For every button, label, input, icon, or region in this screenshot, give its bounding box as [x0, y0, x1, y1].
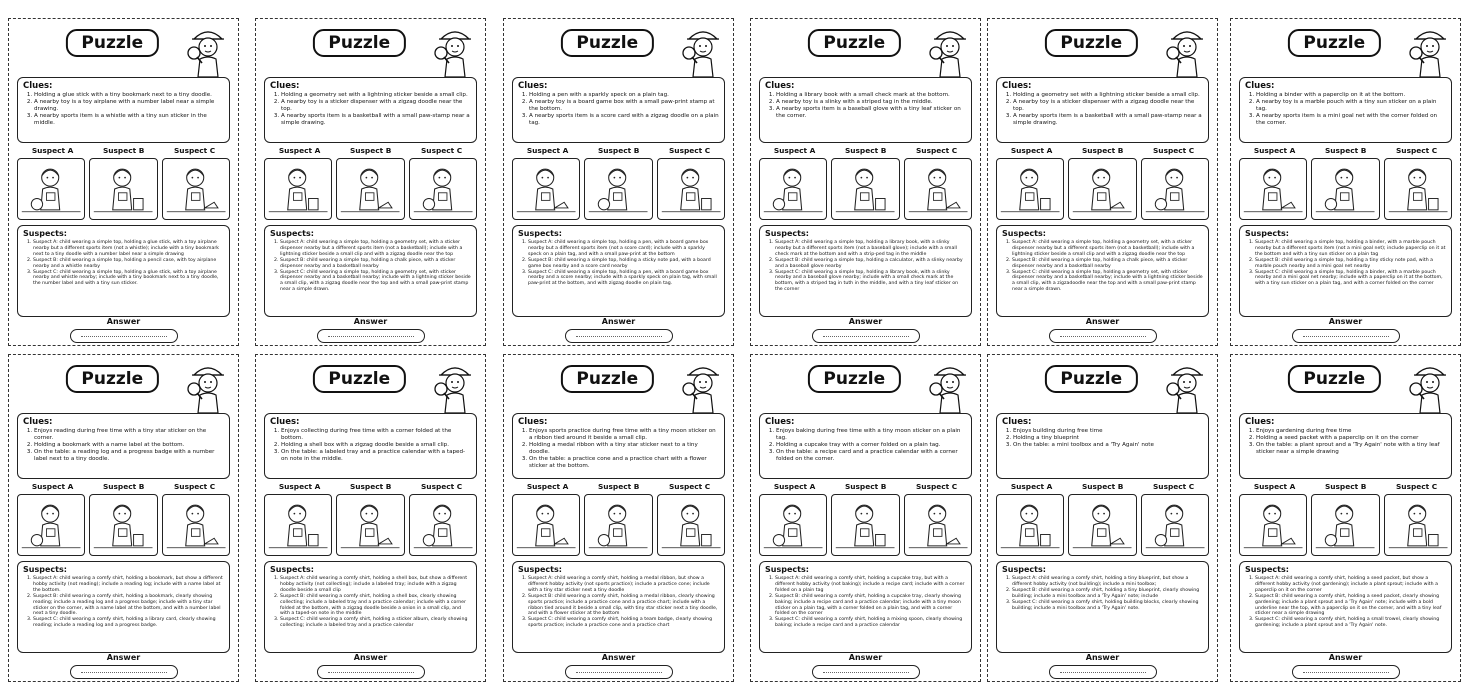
puzzle-card — [987, 354, 1218, 682]
clues-heading: Clues: — [270, 81, 300, 91]
answer-label: Answer — [353, 317, 388, 326]
answer-label: Answer — [1328, 317, 1363, 326]
puzzle-title: Puzzle — [560, 365, 654, 393]
suspects-box — [996, 225, 1209, 317]
answer-field[interactable] — [317, 329, 425, 343]
clue-item: 2. A nearby toy is a marble pouch with a tiny sun sticker on a plain tag. — [1256, 99, 1446, 113]
suspect-labels — [996, 482, 1209, 492]
suspect-description: 3. Suspect C: child wearing a comfy shirt, holding building blocks, clearly showing building; include a mini toolbox and a 'Try Again' note. — [1012, 600, 1203, 612]
suspect-illustration — [162, 158, 230, 220]
clues-box — [759, 413, 972, 479]
suspects-heading: Suspects: — [765, 565, 809, 574]
suspect-description: 3. Suspect C: child wearing a comfy shirt, holding a mixing spoon, clearly showing baking; include a recipe card and a practice calendar — [775, 617, 966, 629]
suspect-label: Suspect A — [773, 146, 816, 155]
clue-item: 2. A nearby toy is a sticker dispenser with a zigzag doodle near the top. — [1013, 99, 1203, 113]
clue-item: 2. Holding a bookmark with a name label at the bottom. — [34, 442, 224, 449]
suspect-label: Suspect C — [173, 146, 216, 155]
puzzle-title: Puzzle — [807, 365, 901, 393]
puzzle-title: Puzzle — [312, 29, 406, 57]
suspect-description: 3. Suspect C: child wearing a simple top, holding a glue stick, with a toy airplane nearby and whistle nearby; include with a tiny bookmark next to a tiny doodle, the number label and with a tiny sun sticker. — [33, 270, 224, 288]
puzzle-card — [503, 354, 734, 682]
suspect-label: Suspect B — [102, 482, 145, 491]
clue-item: 2. Holding a cupcake tray with a corner folded on a plain tag. — [776, 442, 966, 449]
suspect-description: 2. Suspect B: child wearing a simple top, holding a chalk piece, with a sticker dispenser nearby and a basketball nearby — [1012, 258, 1203, 270]
puzzle-card — [255, 354, 486, 682]
suspect-description: 3. Suspect C: child wearing a simple top, holding a library book, with a slinky nearby and a baseball glove nearby; include with a small check mark at the bottom, with a striped tag in tuth in the middle, and with a tiny leaf sticker on the corner — [775, 270, 966, 294]
clue-item: 1. Enjoys baking during free time with a tiny moon sticker on a plain tag. — [776, 428, 966, 442]
answer-label: Answer — [848, 653, 883, 662]
suspect-label: Suspect A — [1010, 482, 1053, 491]
clues-box — [17, 77, 230, 143]
suspect-illustration — [17, 494, 85, 556]
suspect-illustration — [831, 158, 899, 220]
suspect-illustration — [336, 158, 404, 220]
suspect-description: 3. Suspect C: child wearing a simple top, holding a pen, with a board game box nearby and a score nearby; include with a sparkly speck on plain tag, with small paw-print at the bottom, and with zigzag doodle on plain tag. — [528, 270, 719, 288]
clue-item: 1. Enjoys collecting during free time with a corner folded at the bottom. — [281, 428, 471, 442]
puzzle-title: Puzzle — [65, 365, 159, 393]
suspect-labels — [264, 146, 477, 156]
suspect-description: 2. Suspect B: child wearing a comfy shirt, holding a shell box, clearly showing collecting; include a labeled tray and a practice calendar; include with a corner folded at the bottom, with a zigzag doodle beside a onion in a small clip, and with a taped-on note in the middle — [280, 594, 471, 618]
suspects-heading: Suspects: — [23, 565, 67, 574]
answer-field[interactable] — [812, 329, 920, 343]
suspect-description: 2. Suspect B: child wearing a simple top, holding a calculator, with a slinky nearby and a baseball glove nearby — [775, 258, 966, 270]
clues-heading: Clues: — [23, 81, 53, 91]
clue-item: 3. On the table: a plant sprout and a 'Try Again' note with a tiny leaf sticker near a simple drawing — [1256, 442, 1446, 456]
suspect-label: Suspect B — [349, 146, 392, 155]
answer-field[interactable] — [70, 665, 178, 679]
suspect-description: 2. Suspect B: child wearing a simple top, holding a sticky note pad, with a board game box nearby and a score card nearby — [528, 258, 719, 270]
suspect-label: Suspect B — [597, 482, 640, 491]
suspect-illustration — [89, 158, 157, 220]
suspect-illustration — [657, 494, 725, 556]
clues-heading: Clues: — [270, 417, 300, 427]
suspect-description: 2. Suspect B: child wearing a comfy shirt, holding a tiny blueprint, clearly showing building; include a mini toolbox and a 'Try Again' note; include — [1012, 588, 1203, 600]
clues-heading: Clues: — [1245, 81, 1275, 91]
clues-heading: Clues: — [765, 81, 795, 91]
suspect-illustration — [1384, 158, 1452, 220]
clue-item: 1. Enjoys gardening during free time — [1256, 428, 1446, 435]
puzzle-card — [987, 18, 1218, 346]
suspect-label: Suspect B — [597, 146, 640, 155]
suspect-label: Suspect B — [349, 482, 392, 491]
detective-icon — [186, 23, 230, 79]
suspect-description: 2. Suspect B: child wearing a simple top, holding a pencil case, with toy airplane nearby and a whistle nearby — [33, 258, 224, 270]
clue-item: 1. Enjoys building during free time — [1013, 428, 1203, 435]
suspect-label: Suspect C — [915, 482, 958, 491]
puzzle-card — [503, 18, 734, 346]
suspect-label: Suspect C — [668, 146, 711, 155]
clue-item: 3. A nearby sports item is a score card with a zigzag doodle on a plain tag. — [529, 113, 719, 127]
suspect-labels — [1239, 146, 1452, 156]
suspect-label: Suspect A — [278, 146, 321, 155]
clues-heading: Clues: — [23, 417, 53, 427]
answer-label: Answer — [1328, 653, 1363, 662]
suspect-illustration — [759, 494, 827, 556]
suspect-description: 1. Suspect A: child wearing a simple top, holding a pen, with a board game box nearby but a different sports item (not a score card); include with a sparkly speck on a plain tag, and with a small paw-print at the bottom — [528, 240, 719, 258]
suspect-panels — [264, 158, 477, 220]
suspect-description: 1. Suspect A: child wearing a comfy shirt, holding a tiny blueprint, but show a different hobby activity (not building); include a mini toolbox; — [1012, 576, 1203, 588]
suspect-illustration — [162, 494, 230, 556]
suspects-heading: Suspects: — [518, 565, 562, 574]
clues-heading: Clues: — [1002, 81, 1032, 91]
puzzle-title: Puzzle — [1287, 365, 1381, 393]
puzzle-title: Puzzle — [807, 29, 901, 57]
suspects-heading: Suspects: — [765, 229, 809, 238]
suspect-description: 3. Suspect C: child wearing a comfy shirt, holding a library card, clearly showing reading; include a reading log and a progress badge. — [33, 617, 224, 629]
answer-label: Answer — [1085, 317, 1120, 326]
suspect-panels — [759, 494, 972, 556]
suspect-description: 1. Suspect A: child wearing a simple top, holding a binder, with a marble pouch nearby but a different sports item (not a mini goal net); include paperclip on it at the bottom and with a tiny sun sticker on a plain tag — [1255, 240, 1446, 258]
suspect-labels — [264, 482, 477, 492]
suspect-label: Suspect C — [1152, 482, 1195, 491]
clues-box — [1239, 77, 1452, 143]
puzzle-title: Puzzle — [560, 29, 654, 57]
suspect-illustration — [17, 158, 85, 220]
clue-item: 3. On the table: a recipe card and a practice calendar with a corner folded on the corner. — [776, 449, 966, 463]
suspect-description: 1. Suspect A: child wearing a simple top, holding a glue stick, with a toy airplane nearby but a different sports item (not a whistle); include with a tiny bookmark next to a tiny doodle with a number label near a simple drawing — [33, 240, 224, 258]
clue-item: 1. Enjoys reading during free time with a tiny star sticker on the corner. — [34, 428, 224, 442]
clue-item: 2. Holding a shell box with a zigzag doodle beside a small clip. — [281, 442, 471, 449]
suspect-illustration — [831, 494, 899, 556]
clues-heading: Clues: — [518, 81, 548, 91]
detective-icon — [681, 23, 725, 79]
suspect-description: 3. Suspect C: child wearing a simple top, holding a geometry set, with sticker dispenser nearby and a basketball nearby; include with a lightning sticker beside a small clip, with a zigzag doodle near the top and with a small paw-print stamp near a simple drawn. — [280, 270, 471, 294]
clues-heading: Clues: — [765, 417, 795, 427]
suspect-labels — [512, 482, 725, 492]
suspect-description: 2. Suspect B: child wearing a simple top, holding a tiny sticky note pad, with a marble pouch nearby and a mini goal net nearby — [1255, 258, 1446, 270]
suspect-label: Suspect A — [31, 146, 74, 155]
answer-label: Answer — [106, 317, 141, 326]
puzzle-title: Puzzle — [312, 365, 406, 393]
suspect-label: Suspect C — [915, 146, 958, 155]
suspect-illustration — [1141, 494, 1209, 556]
answer-field[interactable] — [1049, 329, 1157, 343]
suspect-panels — [1239, 494, 1452, 556]
suspect-label: Suspect C — [668, 482, 711, 491]
suspect-panels — [264, 494, 477, 556]
clues-box — [264, 413, 477, 479]
puzzle-card — [8, 354, 239, 682]
answer-field[interactable] — [812, 665, 920, 679]
suspect-panels — [759, 158, 972, 220]
suspect-illustration — [89, 494, 157, 556]
answer-label: Answer — [1085, 653, 1120, 662]
suspect-illustration — [584, 158, 652, 220]
answer-field[interactable] — [1292, 329, 1400, 343]
suspect-panels — [996, 494, 1209, 556]
puzzle-card — [750, 18, 981, 346]
suspect-illustration — [512, 158, 580, 220]
suspects-box — [17, 561, 230, 653]
puzzle-card — [8, 18, 239, 346]
clue-item: 3. On the table: a mini toolbox and a 'Try Again' note — [1013, 442, 1203, 449]
suspects-heading: Suspects: — [1245, 565, 1289, 574]
suspect-label: Suspect C — [1152, 146, 1195, 155]
suspects-heading: Suspects: — [1002, 565, 1046, 574]
clues-box — [264, 77, 477, 143]
clue-item: 2. Holding a tiny blueprint — [1013, 435, 1203, 442]
detective-icon — [681, 359, 725, 415]
suspect-label: Suspect B — [1324, 482, 1367, 491]
answer-label: Answer — [848, 317, 883, 326]
suspect-illustration — [336, 494, 404, 556]
puzzle-card — [1230, 354, 1461, 682]
puzzle-title: Puzzle — [1287, 29, 1381, 57]
answer-field[interactable] — [1049, 665, 1157, 679]
suspect-label: Suspect C — [420, 146, 463, 155]
suspect-description: 1. Suspect A: child wearing a simple top, holding a geometry set, with a sticker dispenser nearby but a different sports item (not a basketball); include with a lightning sticker beside a small clip and with a zigzag doodle near the top — [280, 240, 471, 258]
suspect-labels — [512, 146, 725, 156]
suspect-description: 3. Suspect C: child wearing a simple top, holding a binder, with a marble pouch nearby and a mini goal net nearby; include with a paperclip on it at the bottom, with a tiny sun sticker on a plain tag, and with a corner folded on the corner — [1255, 270, 1446, 288]
detective-icon — [186, 359, 230, 415]
answer-field[interactable] — [565, 665, 673, 679]
suspect-illustration — [904, 494, 972, 556]
suspect-label: Suspect B — [844, 146, 887, 155]
clue-item: 2. A nearby toy is a board game box with a small paw-print stamp at the bottom. — [529, 99, 719, 113]
suspect-label: Suspect C — [1395, 146, 1438, 155]
suspect-description: 3. Suspect C: child wearing a comfy shirt, holding a sticker album, clearly showing collecting; include a labeled tray and a practice calendar — [280, 617, 471, 629]
suspect-label: Suspect A — [278, 482, 321, 491]
detective-icon — [1165, 359, 1209, 415]
answer-label: Answer — [601, 317, 636, 326]
clues-heading: Clues: — [1002, 417, 1032, 427]
suspect-illustration — [904, 158, 972, 220]
suspect-illustration — [409, 158, 477, 220]
suspect-label: Suspect B — [1081, 146, 1124, 155]
detective-icon — [1165, 23, 1209, 79]
suspect-illustration — [264, 494, 332, 556]
suspect-illustration — [996, 494, 1064, 556]
suspect-label: Suspect A — [31, 482, 74, 491]
answer-field[interactable] — [70, 329, 178, 343]
clue-item: 3. A nearby sports item is a whistle with a tiny sun sticker in the middle. — [34, 113, 224, 127]
suspect-illustration — [1141, 158, 1209, 220]
suspect-panels — [996, 158, 1209, 220]
clue-item: 3. On the table: a labeled tray and a practice calendar with a taped-on note in the middle. — [281, 449, 471, 463]
suspect-label: Suspect C — [1395, 482, 1438, 491]
suspect-description: 1. Suspect A: child wearing a comfy shirt, holding a bookmark, but show a different hobby activity (not reading); include a reading log; include with a name label at the bottom. — [33, 576, 224, 594]
suspect-description: 2. Suspect B: child wearing a comfy shirt, holding a seed packet, clearly showing gardening; include a plant sprout and a 'Try Again' note; include with a bold underline near the top, with a paperclip on it on the corner, and with a tiny leaf sticker near a simple drawing — [1255, 594, 1446, 618]
suspect-label: Suspect B — [1324, 146, 1367, 155]
suspects-box — [996, 561, 1209, 653]
suspect-description: 2. Suspect B: child wearing a simple top, holding a chalk piece, with a sticker dispenser nearby and a basketball nearby — [280, 258, 471, 270]
suspects-heading: Suspects: — [270, 229, 314, 238]
suspect-illustration — [1068, 158, 1136, 220]
suspect-illustration — [1239, 158, 1307, 220]
answer-label: Answer — [601, 653, 636, 662]
suspect-labels — [17, 146, 230, 156]
clue-item: 2. A nearby toy is a slinky with a striped tag in the middle. — [776, 99, 966, 106]
suspect-illustration — [1311, 494, 1379, 556]
clue-item: 3. A nearby sports item is a basketball with a small paw-stamp near a simple drawing. — [1013, 113, 1203, 127]
puzzle-card — [255, 18, 486, 346]
suspects-heading: Suspects: — [518, 229, 562, 238]
suspect-label: Suspect C — [173, 482, 216, 491]
clue-item: 3. A nearby sports item is a mini goal net with the corner folded on the corner. — [1256, 113, 1446, 127]
clue-item: 3. On the table: a reading log and a progress badge with a number label next to a tiny doodle. — [34, 449, 224, 463]
suspect-illustration — [759, 158, 827, 220]
detective-icon — [1408, 23, 1452, 79]
suspect-description: 1. Suspect A: child wearing a comfy shirt, holding a seed packet, but show a different hobby activity (not gardening); include a plant sprout; include with a paperclip on it on the corner — [1255, 576, 1446, 594]
suspects-box — [264, 225, 477, 317]
puzzle-card — [750, 354, 981, 682]
suspect-illustration — [1239, 494, 1307, 556]
answer-label: Answer — [106, 653, 141, 662]
clues-box — [759, 77, 972, 143]
clue-item: 1. Holding a geometry set with a lightning sticker beside a small clip. — [1013, 92, 1203, 99]
suspects-box — [1239, 225, 1452, 317]
clues-box — [512, 77, 725, 143]
answer-field[interactable] — [317, 665, 425, 679]
suspects-box — [1239, 561, 1452, 653]
clue-item: 3. A nearby sports item is a baseball glove with a tiny leaf sticker on the corner. — [776, 106, 966, 120]
suspect-panels — [512, 158, 725, 220]
answer-field[interactable] — [565, 329, 673, 343]
suspect-labels — [759, 146, 972, 156]
clue-item: 3. A nearby sports item is a basketball with a small paw-stamp near a simple drawing. — [281, 113, 471, 127]
suspect-labels — [17, 482, 230, 492]
detective-icon — [433, 23, 477, 79]
suspect-label: Suspect A — [526, 482, 569, 491]
suspect-illustration — [584, 494, 652, 556]
suspects-box — [512, 561, 725, 653]
answer-label: Answer — [353, 653, 388, 662]
suspect-description: 3. Suspect C: child wearing a comfy shirt, holding a team badge, clearly showing sports practice; include a practice cone and a practice chart — [528, 617, 719, 629]
clue-item: 1. Holding a glue stick with a tiny bookmark next to a tiny doodle. — [34, 92, 224, 99]
suspect-description: 1. Suspect A: child wearing a comfy shirt, holding a cupcake tray, but with a different hobby activity (not baking); include a recipe card; include with a corner folded on a plain tag — [775, 576, 966, 594]
puzzle-title: Puzzle — [65, 29, 159, 57]
suspects-box — [759, 561, 972, 653]
clues-box — [17, 413, 230, 479]
detective-icon — [433, 359, 477, 415]
clues-box — [1239, 413, 1452, 479]
suspect-description: 1. Suspect A: child wearing a comfy shirt, holding a shell box, but show a different hobby activity (not collecting); include a labeled tray; include with a zigzag doodle beside a small clip — [280, 576, 471, 594]
clue-item: 2. A nearby toy is a sticker dispenser with a zigzag doodle near the top. — [281, 99, 471, 113]
suspect-label: Suspect A — [526, 146, 569, 155]
suspect-labels — [1239, 482, 1452, 492]
suspect-description: 1. Suspect A: child wearing a comfy shirt, holding a medal ribbon, but show a different hobby activity (not sports practice); include a practice cone; include with a tiny star sticker next a tiny doodle — [528, 576, 719, 594]
clue-item: 3. On the table: a practice cone and a practice chart with a flower sticker at the bottom. — [529, 456, 719, 470]
answer-field[interactable] — [1292, 665, 1400, 679]
suspect-description: 3. Suspect C: child wearing a comfy shirt, holding a small trowel, clearly showing gardening; include a plant sprout and a 'Try Again' note. — [1255, 617, 1446, 629]
clue-item: 1. Holding a library book with a small check mark at the bottom. — [776, 92, 966, 99]
clues-heading: Clues: — [518, 417, 548, 427]
clues-box — [996, 77, 1209, 143]
suspect-illustration — [996, 158, 1064, 220]
suspects-box — [264, 561, 477, 653]
detective-icon — [928, 23, 972, 79]
suspects-heading: Suspects: — [270, 565, 314, 574]
suspect-label: Suspect B — [1081, 482, 1124, 491]
suspect-panels — [17, 494, 230, 556]
suspect-label: Suspect A — [1010, 146, 1053, 155]
suspect-label: Suspect B — [844, 482, 887, 491]
suspect-description: 3. Suspect C: child wearing a simple top, holding a geometry set, with sticker dispenser nearby and a basketball nearby; include with a lightning sticker beside a small clip, with a zigzadoodle near the top and with a small paw-print stamp near a simple drawn. — [1012, 270, 1203, 294]
suspects-heading: Suspects: — [1002, 229, 1046, 238]
suspect-panels — [1239, 158, 1452, 220]
clues-heading: Clues: — [1245, 417, 1275, 427]
puzzle-title: Puzzle — [1044, 365, 1138, 393]
suspects-box — [512, 225, 725, 317]
suspect-illustration — [1068, 494, 1136, 556]
clues-box — [512, 413, 725, 479]
suspects-heading: Suspects: — [1245, 229, 1289, 238]
suspect-illustration — [512, 494, 580, 556]
clue-item: 1. Holding a geometry set with a lightning sticker beside a small clip. — [281, 92, 471, 99]
suspect-label: Suspect A — [773, 482, 816, 491]
clue-item: 2. Holding a medal ribbon with a tiny star sticker next to a tiny doodle. — [529, 442, 719, 456]
suspect-label: Suspect A — [1253, 482, 1296, 491]
suspect-labels — [759, 482, 972, 492]
suspect-label: Suspect B — [102, 146, 145, 155]
suspect-description: 1. Suspect A: child wearing a simple top, holding a geometry set, with a sticker dispenser nearby but a different sports item (not a basketball); include with a lightning sticker beside a small clip and with a zigzag doodle near the top — [1012, 240, 1203, 258]
suspect-labels — [996, 146, 1209, 156]
suspect-description: 1. Suspect A: child wearing a simple top, holding a library book, with a slinky nearby but a different sports item (not a baseball glove); include with a small check mark at the bottom and with a strip-ped tag in the middle — [775, 240, 966, 258]
clue-item: 1. Holding a pen with a sparkly speck on a plain tag. — [529, 92, 719, 99]
puzzle-card — [1230, 18, 1461, 346]
clues-box — [996, 413, 1209, 479]
suspect-description: 2. Suspect B: child wearing a comfy shirt, holding a bookmark, clearly showing reading; include a reading log and a progress badge; include with a tiny star sticker on the corner, with a name label at the bottom, and with a number label next a tiny doodle. — [33, 594, 224, 618]
puzzle-title: Puzzle — [1044, 29, 1138, 57]
suspect-illustration — [657, 158, 725, 220]
detective-icon — [1408, 359, 1452, 415]
suspect-panels — [17, 158, 230, 220]
suspect-panels — [512, 494, 725, 556]
suspect-illustration — [1311, 158, 1379, 220]
clue-item: 2. A nearby toy is a toy airplane with a number label near a simple drawing. — [34, 99, 224, 113]
suspects-box — [759, 225, 972, 317]
suspect-description: 2. Suspect B: child wearing a comfy shirt, holding a cupcake tray, clearly showing baking; include a recipe card and a practice calendar; include with a tiny moon sticker on a plain tag, with a corner folded on a plain tag, and with a corner folded on the corner — [775, 594, 966, 618]
detective-icon — [928, 359, 972, 415]
suspect-illustration — [409, 494, 477, 556]
suspect-label: Suspect C — [420, 482, 463, 491]
suspects-heading: Suspects: — [23, 229, 67, 238]
clue-item: 2. Holding a seed packet with a paperclip on it on the corner — [1256, 435, 1446, 442]
suspects-box — [17, 225, 230, 317]
suspect-label: Suspect A — [1253, 146, 1296, 155]
clue-item: 1. Holding a binder with a paperclip on it at the bottom. — [1256, 92, 1446, 99]
suspect-description: 2. Suspect B: child wearing a comfy shirt, holding a medal ribbon, clearly showing sports practice; include a practice cone and a practice chart; include with a ribbon tied around it beside a small clip, with tiny star sticker next a tiny doodle, and with a flower sticker at the bottom — [528, 594, 719, 618]
suspect-illustration — [264, 158, 332, 220]
clue-item: 1. Enjoys sports practice during free time with a tiny moon sticker on a ribbon tied around it beside a small clip. — [529, 428, 719, 442]
suspect-illustration — [1384, 494, 1452, 556]
